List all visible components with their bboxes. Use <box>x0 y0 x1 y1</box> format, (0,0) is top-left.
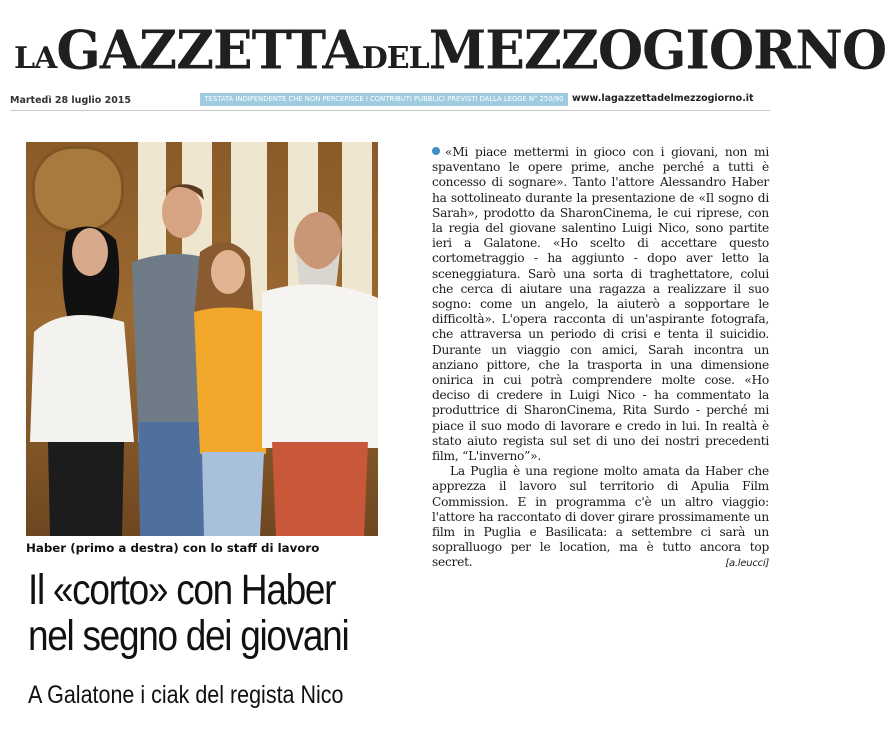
article-headline <box>28 566 349 660</box>
website-link: www.lagazzettadelmezzogiorno.it <box>572 93 754 104</box>
masthead-divider <box>10 110 770 111</box>
article-body <box>432 145 769 571</box>
paragraph-2-text: La Puglia è una regione molto amata da Haber che apprezza il lavoro sul territorio di Apulia Film Commission. E in programma c'è un altro viaggio: l'attore ha raccontato di dover girare prossimamente un film in Puglia e Basilicata: a settembre ci sarà un sopralluogo per le location, ma è tutto ancora top secret. <box>432 464 769 570</box>
logo-gazzetta: GAZZETTA <box>56 19 362 82</box>
photo-caption: Haber (primo a destra) con lo staff di lavoro <box>26 541 320 555</box>
paragraph-1-text: «Mi piace mettermi in gioco con i giovani, non mi spaventano le opere prime, anche perché a tutti è concesso di sognare». Tanto l'attore Alessandro Haber ha sottolineato durante la presentazione de «Il sogno di Sarah», prodotto da SharonCinema, le cui riprese, con la regia del giovane salentino Luigi Nico, sono partite ieri a Galatone. «Ho scelto di accettare questo cortometraggio - ha aggiunto - dopo aver letto la sceneggiatura. Sarò una sorta di traghettatore, colui che cerca di aiutare una ragazza a realizzare il suo sogno: come un angelo, la aiuterò a sopportare le difficoltà». L'opera racconta di un'aspirante fotografa, che attraversa un periodo di crisi e tenta il suicidio. Durante un viaggio con amici, Sarah incontra un anziano pittore, che la trasporta in una dimensione onirica in cui potrà comprendere molte cose. «Ho deciso di credere in Luigi Nico - ha commentato la produttrice di SharonCinema, Rita Surdo - perché mi piace il suo modo di lavorare e credo in lui. In realtà è stato aiuto regista sul set di uno dei nostri precedenti film, “L'inverno”». <box>432 145 769 464</box>
logo-mezzogiorno: MEZZOGIORNO <box>428 19 886 82</box>
masthead <box>0 18 886 88</box>
article-subheadline: A Galatone i ciak del regista Nico <box>28 681 344 709</box>
photo-people <box>26 142 378 536</box>
logo-la: LA <box>14 41 57 76</box>
article-paragraph <box>432 464 769 570</box>
newspaper-logo <box>14 20 886 81</box>
article-paragraph <box>432 145 769 464</box>
logo-del: DEL <box>361 41 429 76</box>
author-signature: [a.leucci] <box>725 557 769 569</box>
issue-date: Martedì 28 luglio 2015 <box>10 95 132 106</box>
headline-line-1: Il «corto» con Haber <box>28 566 336 614</box>
masthead-tagline: TESTATA INDIPENDENTE CHE NON PERCEPISCE I CONTRIBUTI PUBBLICI PREVISTI DALLA LEGGE N° 250/90 <box>200 93 568 106</box>
staff-photo <box>26 142 378 536</box>
headline-line-2: nel segno dei giovani <box>28 612 349 660</box>
blue-bullet-icon <box>432 147 440 155</box>
